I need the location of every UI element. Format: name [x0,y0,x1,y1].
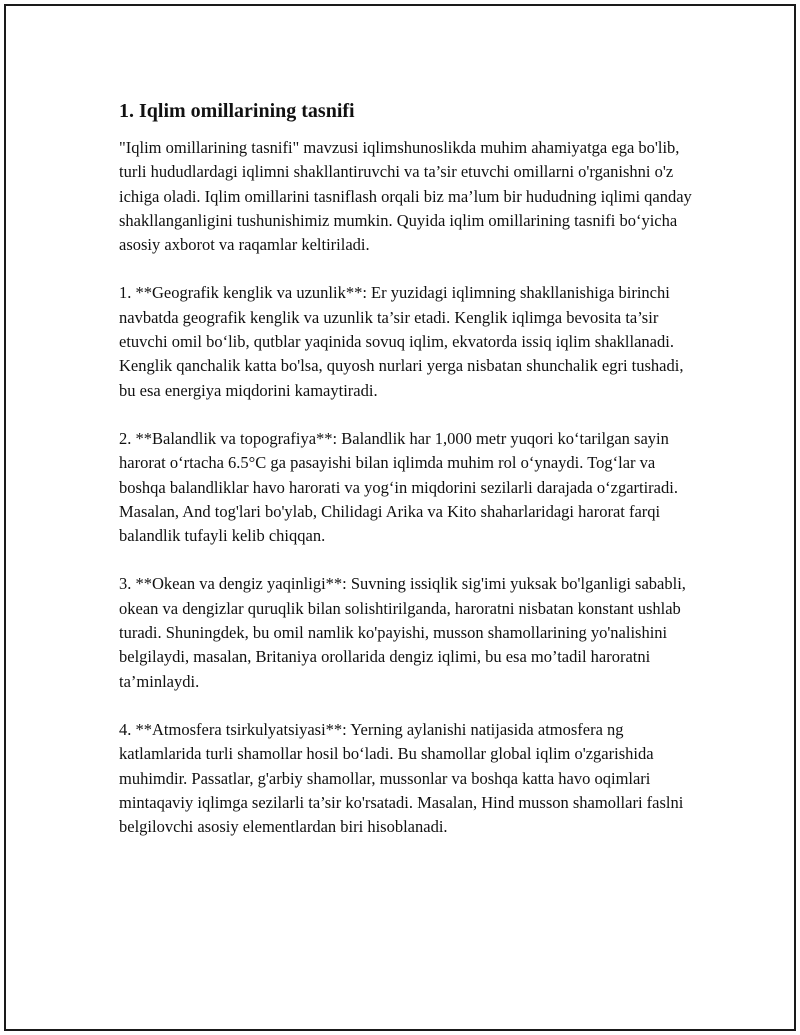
paragraph-geographic-latitude: 1. **Geografik kenglik va uzunlik**: Er yuzidagi iqlimning shakllanishiga birinchi navbatda geografik kenglik va uzunlik ta’sir etadi. Kenglik iqlimga bevosita ta’sir etuvchi omil bo‘lib, qutblar yaqinida sovuq iqlim, ekvatorda issiq iqlim shakllanadi. Kenglik qanchalik katta bo'lsa, quyosh nurlari yerga nisbatan shunchalik egri tushadi, bu esa energiya miqdorini kamaytiradi. [119,283,684,400]
paragraph-altitude-topography: 2. **Balandlik va topografiya**: Balandlik har 1,000 metr yuqori ko‘tarilgan sayin harorat o‘rtacha 6.5°C ga pasayishi bilan iqlimda muhim rol o‘ynaydi. Tog‘lar va boshqa balandliklar havo harorati va yog‘in miqdorini sezilarli darajada o‘zgartiradi. Masalan, And tog'lari bo'ylab, Chilidagi Arika va Kito shaharlaridagi harorat farqi balandlik tufayli kelib chiqqan. [119,428,678,546]
paragraph-atmospheric-circulation: 4. **Atmosfera tsirkulyatsiyasi**: Yerning aylanishi natijasida atmosfera ng katlamlarida turli shamollar hosil bo‘ladi. Bu shamollar global iqlim o'zgarishida muhimdir. Passatlar, g'arbiy shamollar, mussonlar va boshqa katta havo oqimlari mintaqaviy iqlimga sezilarli ta’sir ko'rsatadi. Masalan, Hind musson shamollari faslni belgilovchi asosiy elementlardan biri hisoblanadi. [119,719,684,837]
document-title: 1. Iqlim omillarining tasnifi [119,100,355,122]
page-frame [4,4,796,1031]
intro-paragraph: "Iqlim omillarining tasnifi" mavzusi iqlimshunoslikda muhim ahamiyatga ega bo'lib, turli hududlardagi iqlimni shakllantiruvchi va ta’sir etuvchi omillarni o'rganishni o'z ichiga oladi. Iqlim omillarini tasniflash orqali biz ma’lum bir hududning iqlimi qanday shakllanganligini tushunishimiz mumkin. Quyida iqlim omillarining tasnifi bo‘yicha asosiy axborot va raqamlar keltiriladi. [119,138,692,255]
document-body [119,98,694,863]
paragraph-ocean-proximity: 3. **Okean va dengiz yaqinligi**: Suvning issiqlik sig'imi yuksak bo'lganligi sababli, okean va dengizlar quruqlik bilan solishtirilganda, haroratni nisbatan konstant ushlab turadi. Shuningdek, bu omil namlik ko'payishi, musson shamollarining yo'nalishini belgilaydi, masalan, Britaniya orollarida dengiz iqlimi, bu esa mo’tadil haroratni ta’minlaydi. [119,574,686,691]
